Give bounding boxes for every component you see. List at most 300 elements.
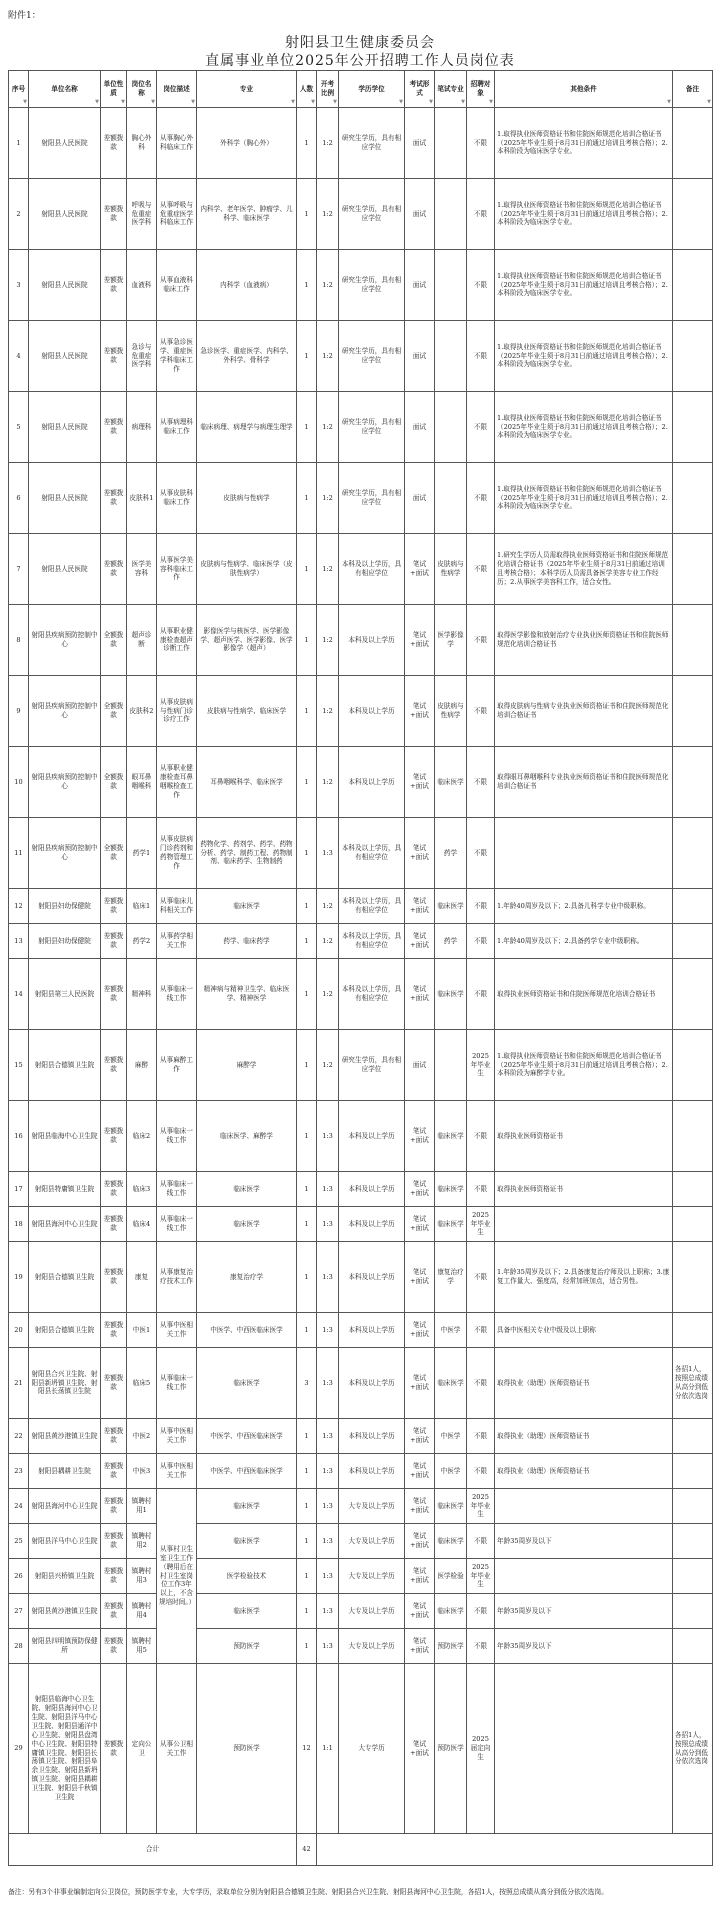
cell-other: 取得执业医师资格证书 — [495, 1172, 673, 1207]
cell-edu: 本科及以上学历 — [339, 747, 405, 818]
cell-major: 影像医学与核医学、医学影像学、超声医学、医学影像、医学影像学（超声） — [197, 605, 297, 676]
cell-unit: 射阳县临海中心卫生院、射阳县海河中心卫生院、射阳县洋马中心卫生院、射阳县通洋中心卫生院、射阳县盘湾中心卫生院、射阳县特庸镇卫生院、射阳县长荡镇卫生院、射阳县阜余卫生院、射阳县新坍镇卫生院、射阳县耦耕卫生院、射阳县千秋镇卫生院 — [29, 1664, 101, 1834]
cell-count: 1 — [297, 1313, 317, 1348]
header-unit: 单位名称 ▼ — [29, 71, 101, 108]
cell-other: 取得执业（助理）医师资格证书 — [495, 1454, 673, 1489]
header-other: 其他条件 ▼ — [495, 71, 673, 108]
cell-other: 取得执业（助理）医师资格证书 — [495, 1419, 673, 1454]
cell-written: 医学检验 — [435, 1559, 467, 1594]
cell-edu: 本科及以上学历 — [339, 1419, 405, 1454]
header-seq: 序号 ▼ — [9, 71, 29, 108]
table-row — [9, 321, 713, 392]
cell-unit: 射阳县海河中心卫生院 — [29, 1207, 101, 1242]
cell-exam: 笔试+面试 — [405, 1419, 435, 1454]
cell-nature: 全额拨款 — [101, 605, 127, 676]
cell-target: 2025年毕业生 — [467, 1489, 495, 1524]
cell-post: 中医1 — [127, 1313, 157, 1348]
cell-desc: 从事职业健康检查耳鼻咽喉检查工作 — [157, 747, 197, 818]
cell-target: 不限 — [467, 250, 495, 321]
cell-nature: 差额拨款 — [101, 179, 127, 250]
cell-nature: 差额拨款 — [101, 1030, 127, 1101]
table-row — [9, 1172, 713, 1207]
table-row — [9, 534, 713, 605]
cell-target: 不限 — [467, 1242, 495, 1313]
cell-exam: 笔试+面试 — [405, 1489, 435, 1524]
cell-major: 急诊医学、重症医学、内科学、外科学、骨科学 — [197, 321, 297, 392]
cell-major: 皮肤病与性病学、临床医学 — [197, 676, 297, 747]
cell-count: 12 — [297, 1664, 317, 1834]
cell-target: 不限 — [467, 605, 495, 676]
cell-edu: 大专学历 — [339, 1664, 405, 1834]
cell-target: 2025年毕业生 — [467, 1207, 495, 1242]
cell-post: 药学1 — [127, 818, 157, 889]
cell-seq: 9 — [9, 676, 29, 747]
cell-seq: 22 — [9, 1419, 29, 1454]
cell-nature: 差额拨款 — [101, 1489, 127, 1524]
cell-ratio: 1:3 — [317, 1101, 339, 1172]
cell-count: 1 — [297, 959, 317, 1030]
cell-remark — [673, 1172, 713, 1207]
cell-other: 年龄35周岁及以下 — [495, 1594, 673, 1629]
cell-seq: 21 — [9, 1348, 29, 1419]
cell-unit: 射阳县人民医院 — [29, 534, 101, 605]
cell-unit: 射阳县人民医院 — [29, 463, 101, 534]
cell-exam: 笔试+面试 — [405, 1101, 435, 1172]
cell-seq: 18 — [9, 1207, 29, 1242]
cell-edu: 大专及以上学历 — [339, 1559, 405, 1594]
cell-written — [435, 179, 467, 250]
cell-written — [435, 108, 467, 179]
cell-remark — [673, 1313, 713, 1348]
cell-remark: 各招1人，按照总成绩从高分到低分依次选岗 — [673, 1348, 713, 1419]
cell-post: 临床2 — [127, 1101, 157, 1172]
cell-unit: 射阳县特庸镇卫生院 — [29, 1172, 101, 1207]
table-row — [9, 747, 713, 818]
cell-unit: 射阳县疾病预防控制中心 — [29, 747, 101, 818]
cell-nature: 差额拨款 — [101, 1313, 127, 1348]
cell-count: 3 — [297, 1348, 317, 1419]
cell-edu: 本科及以上学历，具有相应学位 — [339, 959, 405, 1030]
dropdown-arrow-icon: ▼ — [191, 99, 195, 106]
cell-post: 呼吸与危重症医学科 — [127, 179, 157, 250]
cell-edu: 本科及以上学历 — [339, 1348, 405, 1419]
cell-unit: 射阳县洋马中心卫生院 — [29, 1524, 101, 1559]
cell-target: 不限 — [467, 1524, 495, 1559]
cell-edu: 研究生学历，具有相应学位 — [339, 321, 405, 392]
cell-major: 预防医学 — [197, 1664, 297, 1834]
table-row — [9, 924, 713, 959]
cell-exam: 面试 — [405, 463, 435, 534]
cell-count: 1 — [297, 534, 317, 605]
cell-unit: 射阳县人民医院 — [29, 321, 101, 392]
table-row — [9, 1559, 713, 1594]
cell-written: 临床医学 — [435, 1524, 467, 1559]
cell-post: 眼耳鼻咽喉科 — [127, 747, 157, 818]
cell-unit: 射阳县合兴卫生院、射阳县新坍镇卫生院、射阳县长荡镇卫生院 — [29, 1348, 101, 1419]
cell-nature: 差额拨款 — [101, 321, 127, 392]
cell-remark — [673, 108, 713, 179]
cell-ratio: 1:2 — [317, 321, 339, 392]
cell-remark: 各招1人，按照总成绩从高分到低分依次选岗 — [673, 1664, 713, 1834]
cell-nature: 差额拨款 — [101, 924, 127, 959]
cell-remark — [673, 1101, 713, 1172]
cell-target: 不限 — [467, 818, 495, 889]
cell-nature: 差额拨款 — [101, 392, 127, 463]
cell-unit: 射阳县黄沙港镇卫生院 — [29, 1419, 101, 1454]
cell-post: 镇聘村用4 — [127, 1594, 157, 1629]
cell-post: 皮肤科1 — [127, 463, 157, 534]
cell-seq: 5 — [9, 392, 29, 463]
cell-remark — [673, 1030, 713, 1101]
cell-unit: 射阳县第三人民医院 — [29, 959, 101, 1030]
cell-remark — [673, 321, 713, 392]
cell-exam: 面试 — [405, 392, 435, 463]
cell-seq: 20 — [9, 1313, 29, 1348]
cell-post: 康复 — [127, 1242, 157, 1313]
cell-ratio: 1:2 — [317, 250, 339, 321]
cell-desc: 从事皮肤病门诊药剂和药物管理工作 — [157, 818, 197, 889]
cell-remark — [673, 1242, 713, 1313]
cell-target: 不限 — [467, 321, 495, 392]
cell-remark — [673, 392, 713, 463]
cell-nature: 全额拨款 — [101, 747, 127, 818]
cell-seq: 3 — [9, 250, 29, 321]
cell-unit: 射阳县疾病预防控制中心 — [29, 676, 101, 747]
header-major: 专业 ▼ — [197, 71, 297, 108]
dropdown-arrow-icon: ▼ — [429, 99, 433, 106]
cell-count: 1 — [297, 1172, 317, 1207]
header-written: 笔试专业 ▼ — [435, 71, 467, 108]
cell-other: 1.取得执业医师资格证书和住院医师规范化培训合格证书（2025年毕业生须于8月31日前通过培训且考核合格）；2.本科阶段为临床医学专业。 — [495, 108, 673, 179]
footnote: 备注：另有3个非事业编制定向公卫岗位，预防医学专业，大专学历，录取单位分别为射阳县合德镇卫生院、射阳县合兴卫生院、射阳县海河中心卫生院，各招1人，按照总成绩从高分到低分依次选岗。 — [8, 1888, 608, 1896]
cell-nature: 差额拨款 — [101, 889, 127, 924]
cell-seq: 10 — [9, 747, 29, 818]
cell-remark — [673, 818, 713, 889]
header-nature: 单位性质 ▼ — [101, 71, 127, 108]
dropdown-arrow-icon: ▼ — [707, 99, 711, 106]
cell-exam: 笔试+面试 — [405, 605, 435, 676]
cell-target: 不限 — [467, 1454, 495, 1489]
cell-nature: 差额拨款 — [101, 1207, 127, 1242]
cell-remark — [673, 250, 713, 321]
cell-ratio: 1:2 — [317, 924, 339, 959]
cell-written: 临床医学 — [435, 1594, 467, 1629]
cell-written: 临床医学 — [435, 1489, 467, 1524]
cell-post: 镇聘村用3 — [127, 1559, 157, 1594]
cell-desc: 从事临床一线工作 — [157, 1207, 197, 1242]
cell-other: 取得皮肤病与性病专业执业医师资格证书和住院医师规范化培训合格证书 — [495, 676, 673, 747]
cell-other: 具备中医相关专业中级及以上职称 — [495, 1313, 673, 1348]
cell-target: 不限 — [467, 534, 495, 605]
cell-edu: 本科及以上学历 — [339, 605, 405, 676]
cell-target: 不限 — [467, 889, 495, 924]
cell-exam: 笔试+面试 — [405, 1664, 435, 1834]
header-count: 人数 ▼ — [297, 71, 317, 108]
cell-nature: 差额拨款 — [101, 1524, 127, 1559]
cell-count: 1 — [297, 605, 317, 676]
cell-seq: 27 — [9, 1594, 29, 1629]
cell-remark — [673, 959, 713, 1030]
cell-count: 1 — [297, 889, 317, 924]
cell-nature: 差额拨款 — [101, 1454, 127, 1489]
cell-written: 康复治疗学 — [435, 1242, 467, 1313]
cell-desc: 从事麻醉工作 — [157, 1030, 197, 1101]
cell-count: 1 — [297, 1594, 317, 1629]
cell-unit: 射阳县合德镇卫生院 — [29, 1242, 101, 1313]
cell-major: 中医学、中西医临床医学 — [197, 1419, 297, 1454]
cell-count: 1 — [297, 1419, 317, 1454]
dropdown-arrow-icon: ▼ — [151, 99, 155, 106]
cell-post: 定向公卫 — [127, 1664, 157, 1834]
cell-seq: 2 — [9, 179, 29, 250]
cell-ratio: 1:2 — [317, 179, 339, 250]
cell-other — [495, 1207, 673, 1242]
cell-edu: 研究生学历，具有相应学位 — [339, 108, 405, 179]
cell-desc: 从事职业健康检查超声诊断工作 — [157, 605, 197, 676]
cell-unit: 射阳县海河中心卫生院 — [29, 1489, 101, 1524]
cell-edu: 大专及以上学历 — [339, 1524, 405, 1559]
cell-unit: 射阳县疾病预防控制中心 — [29, 818, 101, 889]
cell-post: 急诊与危重症医学科 — [127, 321, 157, 392]
dropdown-arrow-icon: ▼ — [23, 99, 27, 106]
cell-remark — [673, 1489, 713, 1524]
cell-count: 1 — [297, 463, 317, 534]
cell-exam: 笔试+面试 — [405, 1559, 435, 1594]
dropdown-arrow-icon: ▼ — [95, 99, 99, 106]
cell-count: 1 — [297, 321, 317, 392]
cell-target: 不限 — [467, 463, 495, 534]
cell-seq: 23 — [9, 1454, 29, 1489]
cell-ratio: 1:1 — [317, 1664, 339, 1834]
table-row — [9, 1594, 713, 1629]
cell-unit: 射阳县妇幼保健院 — [29, 924, 101, 959]
cell-count: 1 — [297, 818, 317, 889]
cell-seq: 15 — [9, 1030, 29, 1101]
table-row — [9, 959, 713, 1030]
cell-seq: 11 — [9, 818, 29, 889]
cell-remark — [673, 605, 713, 676]
cell-major: 皮肤病与性病学、临床医学（皮肤性病学） — [197, 534, 297, 605]
table-row — [9, 108, 713, 179]
cell-written: 医学影像学 — [435, 605, 467, 676]
cell-major: 临床医学 — [197, 1524, 297, 1559]
cell-count: 1 — [297, 1454, 317, 1489]
cell-post: 临床4 — [127, 1207, 157, 1242]
cell-edu: 本科及以上学历，具有相应学位 — [339, 818, 405, 889]
cell-ratio: 1:3 — [317, 1594, 339, 1629]
cell-post: 超声诊断 — [127, 605, 157, 676]
cell-remark — [673, 463, 713, 534]
cell-major: 中医学、中西医临床医学 — [197, 1313, 297, 1348]
cell-edu: 本科及以上学历，具有相应学位 — [339, 924, 405, 959]
cell-major: 临床医学 — [197, 889, 297, 924]
cell-written — [435, 392, 467, 463]
cell-exam: 笔试+面试 — [405, 534, 435, 605]
cell-ratio: 1:3 — [317, 1629, 339, 1664]
cell-nature: 全额拨款 — [101, 676, 127, 747]
cell-written: 中医学 — [435, 1454, 467, 1489]
cell-exam: 笔试+面试 — [405, 1594, 435, 1629]
cell-post: 临床1 — [127, 889, 157, 924]
cell-remark — [673, 1629, 713, 1664]
cell-desc: 从事药学相关工作 — [157, 924, 197, 959]
cell-seq: 19 — [9, 1242, 29, 1313]
cell-edu: 本科及以上学历，具有相应学位 — [339, 889, 405, 924]
cell-desc: 从事中医相关工作 — [157, 1454, 197, 1489]
cell-edu: 研究生学历，具有相应学位 — [339, 392, 405, 463]
cell-written: 临床医学 — [435, 889, 467, 924]
cell-seq: 13 — [9, 924, 29, 959]
table-row — [9, 1489, 713, 1524]
cell-other: 年龄35周岁及以下 — [495, 1524, 673, 1559]
cell-post: 医学美容科 — [127, 534, 157, 605]
table-row — [9, 1313, 713, 1348]
cell-other: 取得执业医师资格证书 — [495, 1101, 673, 1172]
cell-ratio: 1:3 — [317, 1242, 339, 1313]
cell-nature: 差额拨款 — [101, 1172, 127, 1207]
cell-ratio: 1:3 — [317, 1489, 339, 1524]
cell-written: 临床医学 — [435, 1348, 467, 1419]
cell-post: 临床5 — [127, 1348, 157, 1419]
cell-written: 预防医学 — [435, 1629, 467, 1664]
cell-desc: 从事胸心外科临床工作 — [157, 108, 197, 179]
cell-desc: 从事中医相关工作 — [157, 1419, 197, 1454]
cell-seq: 29 — [9, 1664, 29, 1834]
cell-written: 皮肤病与性病学 — [435, 534, 467, 605]
cell-edu: 大专及以上学历 — [339, 1629, 405, 1664]
cell-nature: 差额拨款 — [101, 463, 127, 534]
cell-major: 临床医学 — [197, 1594, 297, 1629]
cell-edu: 本科及以上学历 — [339, 1313, 405, 1348]
cell-target: 2025届定向生 — [467, 1664, 495, 1834]
cell-written: 临床医学 — [435, 1172, 467, 1207]
cell-exam: 笔试+面试 — [405, 1242, 435, 1313]
cell-written: 临床医学 — [435, 1207, 467, 1242]
cell-remark — [673, 1594, 713, 1629]
table-row — [9, 179, 713, 250]
cell-nature: 全额拨款 — [101, 818, 127, 889]
header-target: 招聘对象 ▼ — [467, 71, 495, 108]
cell-ratio: 1:3 — [317, 1207, 339, 1242]
dropdown-arrow-icon: ▼ — [291, 99, 295, 106]
cell-exam: 面试 — [405, 321, 435, 392]
cell-unit: 射阳县四明镇预防保健所 — [29, 1629, 101, 1664]
cell-count: 1 — [297, 1207, 317, 1242]
cell-other: 取得眼耳鼻咽喉科专业执业医师资格证书和住院医师规范化培训合格证书 — [495, 747, 673, 818]
cell-other: 取得执业（助理）医师资格证书 — [495, 1348, 673, 1419]
cell-major: 精神病与精神卫生学、临床医学、精神医学 — [197, 959, 297, 1030]
cell-exam: 笔试+面试 — [405, 1172, 435, 1207]
cell-unit: 射阳县人民医院 — [29, 179, 101, 250]
cell-major: 临床医学 — [197, 1348, 297, 1419]
cell-written — [435, 463, 467, 534]
cell-written: 预防医学 — [435, 1664, 467, 1834]
cell-remark — [673, 1454, 713, 1489]
cell-other: 1.取得执业医师资格证书和住院医师规范化培训合格证书（2025年毕业生须于8月31日前通过培训且考核合格）；2.本科阶段为临床医学专业。 — [495, 179, 673, 250]
cell-other: 1.取得执业医师资格证书和住院医师规范化培训合格证书（2025年毕业生须于8月31日前通过培训且考核合格）；2.本科阶段为临床医学专业。 — [495, 321, 673, 392]
cell-unit: 射阳县临海中心卫生院 — [29, 1101, 101, 1172]
cell-desc: 从事血液科临床工作 — [157, 250, 197, 321]
cell-count: 1 — [297, 1629, 317, 1664]
cell-seq: 6 — [9, 463, 29, 534]
cell-target: 不限 — [467, 1313, 495, 1348]
cell-target: 不限 — [467, 392, 495, 463]
dropdown-arrow-icon: ▼ — [311, 99, 315, 106]
table-row — [9, 1348, 713, 1419]
cell-ratio: 1:3 — [317, 1172, 339, 1207]
dropdown-arrow-icon: ▼ — [121, 99, 125, 106]
cell-other: 1.年龄35周岁及以下；2.具备康复治疗师及以上职称；3.康复工作量大、强度高，经常加班加点，适合男性。 — [495, 1242, 673, 1313]
table-row — [9, 1419, 713, 1454]
cell-target: 2025年毕业生 — [467, 1559, 495, 1594]
cell-remark — [673, 889, 713, 924]
cell-nature: 差额拨款 — [101, 108, 127, 179]
cell-nature: 差额拨款 — [101, 1419, 127, 1454]
header-desc: 岗位描述 ▼ — [157, 71, 197, 108]
cell-remark — [673, 534, 713, 605]
cell-major: 预防医学 — [197, 1629, 297, 1664]
cell-count: 1 — [297, 1101, 317, 1172]
cell-nature: 差额拨款 — [101, 534, 127, 605]
cell-exam: 面试 — [405, 179, 435, 250]
table-row — [9, 1030, 713, 1101]
cell-exam: 笔试+面试 — [405, 676, 435, 747]
cell-count: 1 — [297, 924, 317, 959]
cell-other: 1.取得执业医师资格证书和住院医师规范化培训合格证书（2025年毕业生须于8月31日前通过培训且考核合格）；2.本科阶段为临床医学专业。 — [495, 250, 673, 321]
table-row — [9, 1629, 713, 1664]
cell-edu: 研究生学历，具有相应学位 — [339, 1030, 405, 1101]
cell-seq: 14 — [9, 959, 29, 1030]
cell-seq: 26 — [9, 1559, 29, 1594]
cell-ratio: 1:2 — [317, 463, 339, 534]
cell-unit: 射阳县黄沙港镇卫生院 — [29, 1594, 101, 1629]
cell-desc: 从事临床一线工作 — [157, 1172, 197, 1207]
header-post: 岗位名称 ▼ — [127, 71, 157, 108]
header-exam: 考试形式 ▼ — [405, 71, 435, 108]
dropdown-arrow-icon: ▼ — [667, 99, 671, 106]
cell-ratio: 1:2 — [317, 534, 339, 605]
cell-exam: 面试 — [405, 108, 435, 179]
cell-written: 中医学 — [435, 1419, 467, 1454]
cell-nature: 差额拨款 — [101, 1594, 127, 1629]
cell-seq: 28 — [9, 1629, 29, 1664]
cell-exam: 笔试+面试 — [405, 1629, 435, 1664]
cell-target: 不限 — [467, 108, 495, 179]
cell-unit: 射阳县妇幼保健院 — [29, 889, 101, 924]
cell-desc: 从事皮肤病与性病门诊诊疗工作 — [157, 676, 197, 747]
cell-remark — [673, 1419, 713, 1454]
cell-other: 1.年龄40周岁及以下；2.具备药学专业中级职称。 — [495, 924, 673, 959]
cell-major: 康复治疗学 — [197, 1242, 297, 1313]
cell-exam: 笔试+面试 — [405, 1454, 435, 1489]
table-row — [9, 1101, 713, 1172]
cell-target: 不限 — [467, 1101, 495, 1172]
cell-major: 临床医学 — [197, 1207, 297, 1242]
cell-unit: 射阳县合德镇卫生院 — [29, 1030, 101, 1101]
cell-written — [435, 250, 467, 321]
cell-other: 1.年龄40周岁及以下；2.具备儿科学专业中级职称。 — [495, 889, 673, 924]
cell-ratio: 1:3 — [317, 818, 339, 889]
cell-exam: 笔试+面试 — [405, 747, 435, 818]
cell-major: 临床医学、麻醉学 — [197, 1101, 297, 1172]
header-row — [9, 71, 713, 108]
cell-major: 内科学、老年医学、肿瘤学、儿科学、临床医学 — [197, 179, 297, 250]
cell-edu: 研究生学历，具有相应学位 — [339, 463, 405, 534]
cell-exam: 笔试+面试 — [405, 924, 435, 959]
cell-other: 取得执业医师资格证书和住院医师规范化培训合格证书 — [495, 959, 673, 1030]
table-row — [9, 605, 713, 676]
cell-other — [495, 1559, 673, 1594]
